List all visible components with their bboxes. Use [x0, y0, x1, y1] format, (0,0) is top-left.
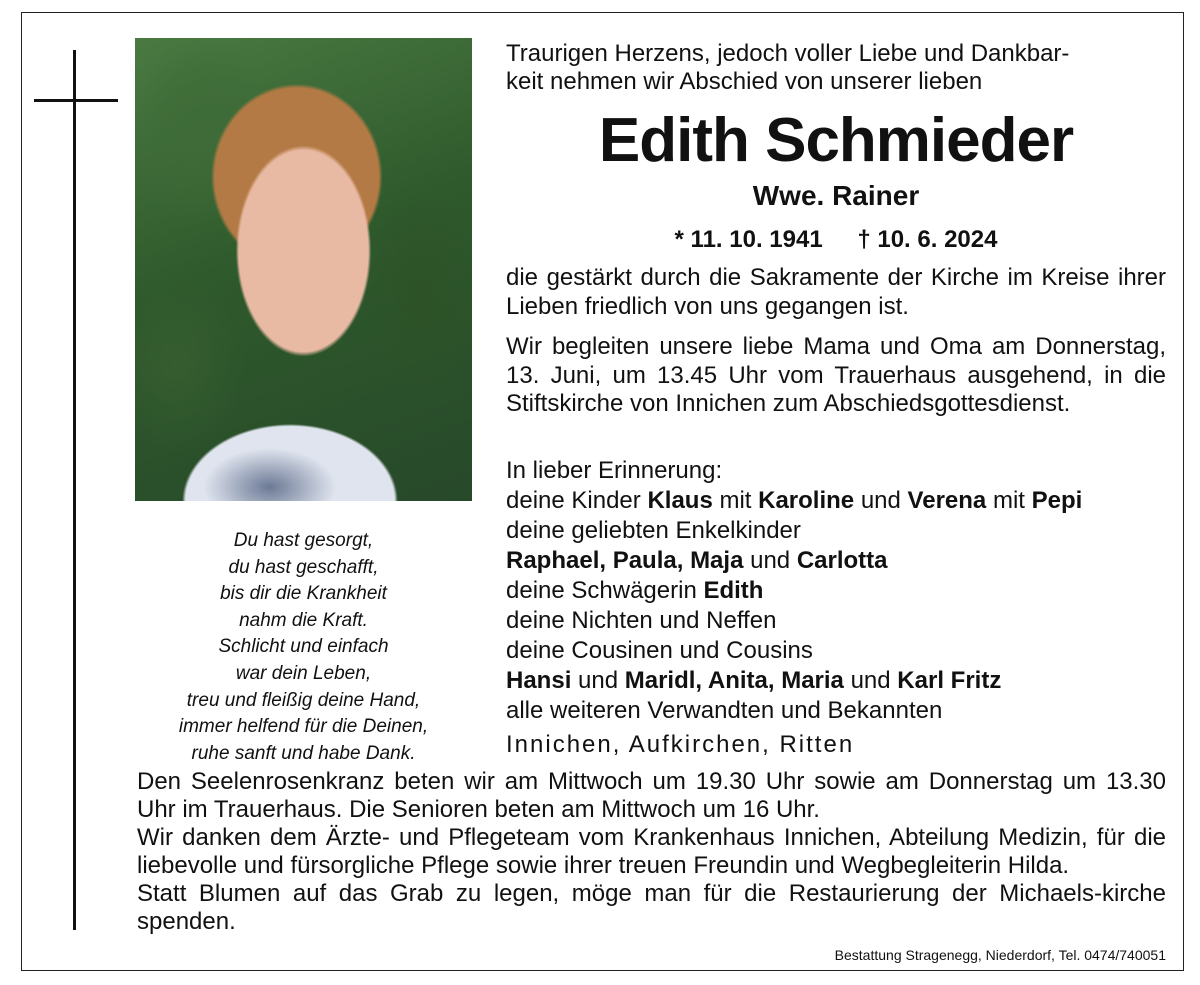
memory-heading: In lieber Erinnerung: [506, 457, 723, 484]
poem-line: Du hast gesorgt, [233, 530, 374, 551]
intro-line: Traurigen Herzens, jedoch voller Liebe und Dankbar- [506, 40, 1070, 67]
thanks-text: Wir danken dem Ärzte- und Pflegeteam vom Krankenhaus Innichen, Abteilung Medizin, für die liebevolle und fürsorgliche Pflege sowie ihrer treuen Freundin und Wegbegleiterin Hilda. [137, 824, 1166, 879]
intro-text [506, 40, 1166, 96]
deceased-name: Edith Schmieder [598, 106, 1074, 175]
family-list [506, 456, 1166, 726]
poem-line: nahm die Kraft. [239, 609, 368, 631]
others-line: alle weiteren Verwandten und Bekannten [506, 697, 943, 724]
poem-line: Schlicht und einfach [218, 636, 389, 658]
intro-line: keit nehmen wir Abschied von unserer lieben [506, 68, 983, 95]
poem-line: immer helfend für die Deinen, [178, 716, 429, 738]
flowers-text: Statt Blumen auf das Grab zu legen, möge man für die Restaurierung der Michaels-kirche spenden. [137, 880, 1166, 935]
funeral-home: Bestattung Stragenegg, Niederdorf, Tel. 0474/740051 [834, 947, 1166, 963]
death-date: † 10. 6. 2024 [857, 226, 998, 253]
grandchildren-line: Raphael, Paula, Maja und Carlotta [506, 547, 888, 574]
poem-line: bis dir die Krankheit [220, 583, 387, 605]
poem-line: ruhe sanft und habe Dank. [191, 742, 416, 764]
cousins-line: deine Cousinen und Cousins [506, 637, 813, 664]
rosary-text: Den Seelenrosenkranz beten wir am Mittwoch um 19.30 Uhr sowie am Donnerstag um 13.30 Uhr im Trauerhaus. Die Senioren beten am Mittwoch um 16 Uhr. [137, 768, 1166, 823]
poem-line: war dein Leben, [235, 662, 372, 684]
birth-date: * 11. 10. 1941 [674, 226, 823, 253]
widow-of: Wwe. Rainer [752, 180, 920, 211]
poem-line: treu und fleißig deine Hand, [186, 689, 421, 711]
places: Innichen, Aufkirchen, Ritten [506, 731, 855, 758]
portrait-photo [135, 38, 472, 501]
cousin-names-line: Hansi und Maridl, Anita, Maria und Karl Fritz [506, 667, 1002, 694]
sister-in-law-line: deine Schwägerin Edith [506, 577, 764, 604]
poem [135, 528, 472, 767]
poem-line: du hast geschafft, [228, 556, 379, 578]
children-line: deine Kinder Klaus mit Karoline und Verena mit Pepi [506, 487, 1083, 514]
ceremony-text: Wir begleiten unsere liebe Mama und Oma am Donnerstag, 13. Juni, um 13.45 Uhr vom Trauerhaus ausgehend, in die Stiftskirche von Innichen zum Abschiedsgottesdienst. [506, 333, 1166, 417]
passing-text: die gestärkt durch die Sakramente der Kirche im Kreise ihrer Lieben friedlich von uns gegangen ist. [506, 264, 1166, 320]
nieces-nephews-line: deine Nichten und Neffen [506, 607, 777, 634]
announcements [137, 768, 1166, 936]
grandchildren-heading: deine geliebten Enkelkinder [506, 517, 801, 544]
life-dates [506, 226, 1166, 254]
